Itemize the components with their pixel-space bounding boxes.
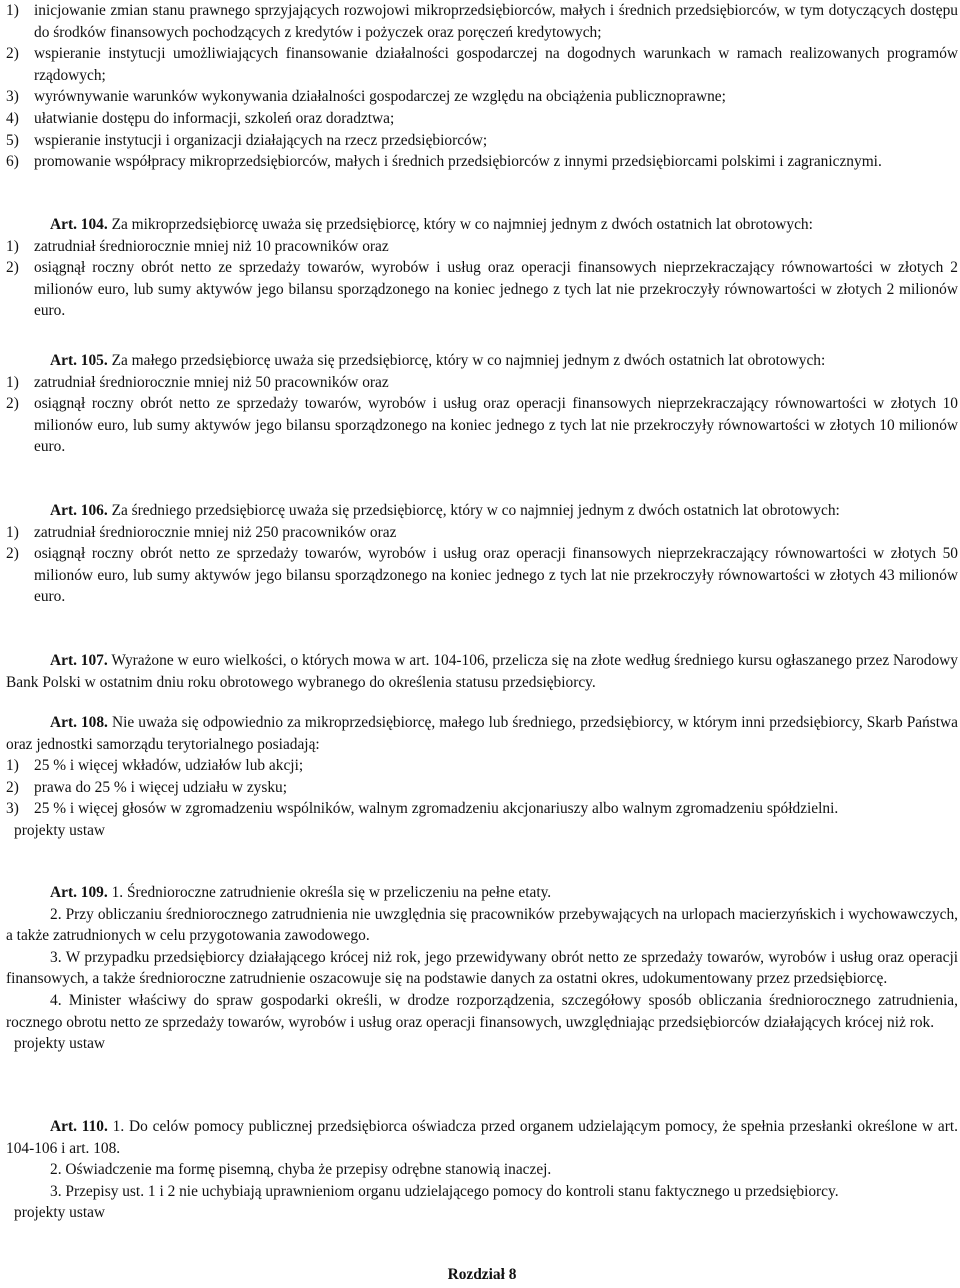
- article-intro: Art. 106. Za średniego przedsiębiorcę uważa się przedsiębiorcę, który w co najmniej jednym z dwóch ostatnich lat obrotowych:: [50, 502, 840, 519]
- article-110: Art. 110. 1. Do celów pomocy publicznej przedsiębiorca oświadcza przed organem udzielającym pomocy, że spełnia przesłanki określone w art. 104-106 i art. 108. 2. Oświadczenie ma formę pisemną, chyba że przepisy odrębne stanowią inaczej. 3. Przepisy ust. 1 i 2 nie uchybiają uprawnieniom organu udzielającego pomocy do kontroli stanu faktycznego u przedsiębiorcy. projekty ustaw: [6, 1116, 958, 1224]
- article-label: Art. 108.: [50, 714, 108, 731]
- article-label: Art. 105.: [50, 352, 108, 369]
- paragraph: 3. Przepisy ust. 1 i 2 nie uchybiają uprawnieniom organu udzielającego pomocy do kontroli stanu faktycznego u przedsiębiorcy.: [50, 1182, 839, 1200]
- list-item: 1) zatrudniał średniorocznie mniej niż 250 pracowników oraz: [6, 523, 397, 541]
- article-label: Art. 106.: [50, 502, 108, 519]
- article-label: Art. 109.: [50, 884, 108, 901]
- list-item: 3) wyrównywanie warunków wykonywania działalności gospodarczej ze względu na obciążenia publicznoprawne;: [6, 88, 726, 106]
- article-105: [6, 350, 958, 458]
- list-item: 2) osiągnął roczny obrót netto ze sprzedaży towarów, wyrobów i usług oraz operacji finansowych nieprzekraczający równowartości w złotych 2 milionów euro, lub sumy aktywów jego bilansu sporządzonego na koniec jednego z tych lat nie przekroczyły równowartości w złotych 2 milionów euro.: [6, 259, 958, 320]
- list-item: 2) prawa do 25 % i więcej udziału w zysku;: [6, 778, 288, 796]
- paragraph: 2. Oświadczenie ma formę pisemną, chyba że przepisy odrębne stanowią inaczej.: [50, 1161, 552, 1179]
- article-108: [6, 712, 958, 842]
- list-item: 1) zatrudniał średniorocznie mniej niż 10 pracowników oraz: [6, 237, 389, 255]
- chapter-heading: Rozdział 8: [447, 1266, 517, 1283]
- list-item: 1) inicjowanie zmian stanu prawnego sprzyjających rozwojowi mikroprzedsiębiorców, małych i średnich przedsiębiorców, w tym dotyczących dostępu do środków finansowych pochodzących z kredytów i pożyczek oraz poręczeń kredytowych;: [6, 2, 958, 41]
- article-label: Art. 107.: [50, 652, 108, 669]
- article-label: Art. 104.: [50, 216, 108, 233]
- article-intro: Art. 104. Za mikroprzedsiębiorcę uważa się przedsiębiorcę, który w co najmniej jednym z dwóch ostatnich lat obrotowych:: [50, 216, 813, 233]
- projekty-ustaw-link[interactable]: projekty ustaw: [14, 821, 106, 839]
- list-item: 4) ułatwianie dostępu do informacji, szkoleń oraz doradztwa;: [6, 109, 395, 127]
- list-item: 1) zatrudniał średniorocznie mniej niż 50 pracowników oraz: [6, 373, 389, 391]
- article-label: Art. 110.: [50, 1118, 108, 1135]
- list-item: 2) osiągnął roczny obrót netto ze sprzedaży towarów, wyrobów i usług oraz operacji finansowych nieprzekraczający równowartości w złotych 50 milionów euro, lub sumy aktywów jego bilansu sporządzonego na koniec jednego z tych lat nie przekroczyły równowartości w złotych 43 milionów euro.: [6, 545, 958, 606]
- paragraph: 2. Przy obliczaniu średniorocznego zatrudnienia nie uwzględnia się pracowników przebywających na urlopach macierzyńskich i wychowawczych, a także zatrudnionych w celu przygotowania zawodowego.: [6, 905, 958, 945]
- article-intro: Art. 105. Za małego przedsiębiorcę uważa się przedsiębiorcę, który w co najmniej jednym z dwóch ostatnich lat obrotowych:: [50, 352, 826, 369]
- paragraph: 4. Minister właściwy do spraw gospodarki określi, w drodze rozporządzenia, szczegółowy sposób obliczania średniorocznego zatrudnienia, rocznego obrotu netto ze sprzedaży towarów, wyrobów i usług oraz operacji finansowych, uwzględniając przedsiębiorców działających krócej niż rok.: [6, 991, 958, 1031]
- list-item: 2) wspieranie instytucji umożliwiających finansowanie działalności gospodarczej na dogodnych warunkach w ramach realizowanych programów rządowych;: [6, 45, 958, 84]
- list-item: 5) wspieranie instytucji i organizacji działających na rzecz przedsiębiorców;: [6, 131, 488, 149]
- projekty-ustaw-link[interactable]: projekty ustaw: [14, 1204, 106, 1222]
- list-item: 6) promowanie współpracy mikroprzedsiębiorców, małych i średnich przedsiębiorców z innymi przedsiębiorcami polskimi i zagranicznymi.: [6, 153, 882, 171]
- list-item: 2) osiągnął roczny obrót netto ze sprzedaży towarów, wyrobów i usług oraz operacji finansowych nieprzekraczający równowartości w złotych 10 milionów euro, lub sumy aktywów jego bilansu sporządzonego na koniec jednego z tych lat nie przekroczyły równowartości w złotych 10 milionów euro.: [6, 395, 958, 456]
- list-item: 3) 25 % i więcej głosów w zgromadzeniu wspólników, walnym zgromadzeniu akcjonariuszy albo walnym zgromadzeniu spółdzielni.: [6, 800, 839, 818]
- projekty-ustaw-link[interactable]: projekty ustaw: [14, 1035, 106, 1053]
- article-intro: Art. 108. Nie uważa się odpowiednio za mikroprzedsiębiorcę, małego lub średniego, przedsiębiorcy, w którym inni przedsiębiorcy, Skarb Państwa oraz jednostki samorządu terytorialnego posiadają:: [6, 714, 958, 753]
- article-104: [6, 214, 958, 322]
- top-list: [6, 0, 958, 173]
- article-109: Art. 109. 1. Średnioroczne zatrudnienie określa się w przeliczeniu na pełne etaty. 2. Przy obliczaniu średniorocznego zatrudnienia nie uwzględnia się pracowników przebywających na urlopach macierzyńskich i wychowawczych, a także zatrudnionych w celu przygotowania zawodowego. 3. W przypadku przedsiębiorcy działającego krócej niż rok, jego przewidywany obrót netto ze sprzedaży towarów, wyrobów i usług oraz operacji finansowych, a także średnioroczne zatrudnienie oszacowuje się na podstawie danych za ostatni okres, udokumentowany przez przedsiębiorcę. 4. Minister właściwy do spraw gospodarki określi, w drodze rozporządzenia, szczegółowy sposób obliczania średniorocznego zatrudnienia, rocznego obrotu netto ze sprzedaży towarów, wyrobów i usług oraz operacji finansowych, uwzględniając przedsiębiorców działających krócej niż rok. projekty ustaw: [6, 882, 958, 1055]
- article-107: Art. 107. Wyrażone w euro wielkości, o których mowa w art. 104-106, przelicza się na złote według średniego kursu ogłaszanego przez Narodowy Bank Polski w ostatnim dniu roku obrotowego wybranego do określenia statusu przedsiębiorcy.: [6, 652, 958, 691]
- paragraph: 3. W przypadku przedsiębiorcy działającego krócej niż rok, jego przewidywany obrót netto ze sprzedaży towarów, wyrobów i usług oraz operacji finansowych, a także średnioroczne zatrudnienie oszacowuje się na podstawie danych za ostatni okres, udokumentowany przez przedsiębiorcę.: [6, 948, 958, 988]
- list-item: 1) 25 % i więcej wkładów, udziałów lub akcji;: [6, 757, 304, 775]
- article-106: [6, 500, 958, 608]
